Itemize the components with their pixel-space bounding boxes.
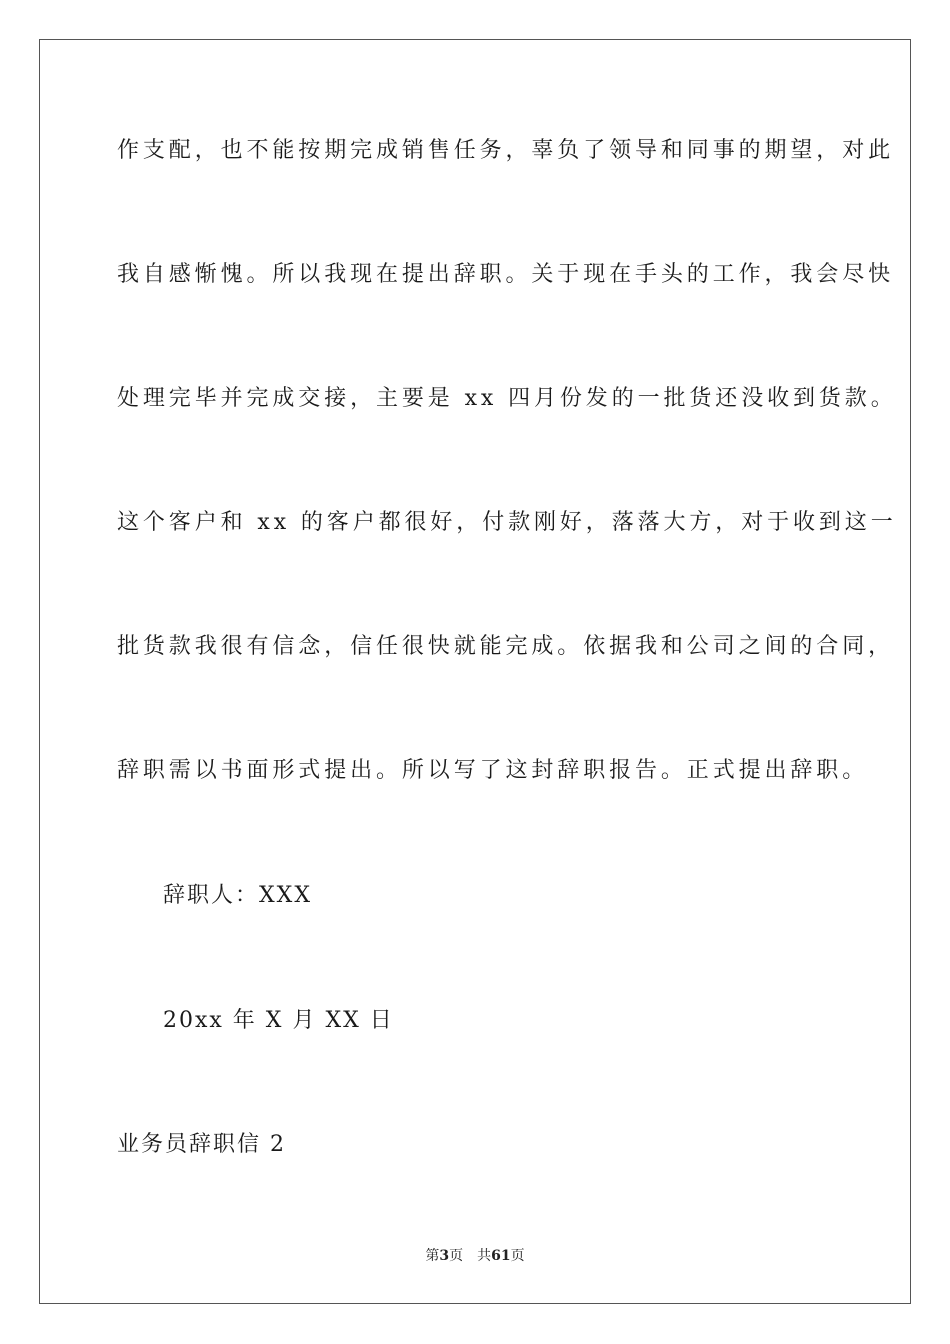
body-text-line: 辞职需以书面形式提出。所以写了这封辞职报告。正式提出辞职。	[117, 758, 869, 783]
body-text-line: 处理完毕并完成交接，主要是 xx 四月份发的一批货还没收到货款。	[117, 386, 897, 411]
page-prefix: 第	[425, 1248, 440, 1264]
total-suffix: 页	[510, 1248, 525, 1264]
page-number: 3	[439, 1248, 450, 1264]
page-border	[39, 39, 911, 1304]
body-text-line: 作支配，也不能按期完成销售任务，辜负了领导和同事的期望，对此	[117, 138, 895, 163]
body-text-line: 这个客户和 xx 的客户都很好，付款刚好，落落大方，对于收到这一	[117, 510, 897, 535]
total-pages: 61	[491, 1248, 511, 1264]
signature-line: 辞职人：XXX	[163, 883, 312, 908]
page-footer	[0, 1246, 950, 1266]
date-line: 20xx 年 X 月 XX 日	[163, 1008, 394, 1033]
page-suffix: 页	[449, 1248, 464, 1264]
total-prefix: 共	[477, 1248, 492, 1264]
body-text-line: 我自感惭愧。所以我现在提出辞职。关于现在手头的工作，我会尽快	[117, 262, 895, 287]
body-text-line: 批货款我很有信念，信任很快就能完成。依据我和公司之间的合同，	[117, 634, 895, 659]
section-heading: 业务员辞职信 2	[117, 1132, 286, 1157]
